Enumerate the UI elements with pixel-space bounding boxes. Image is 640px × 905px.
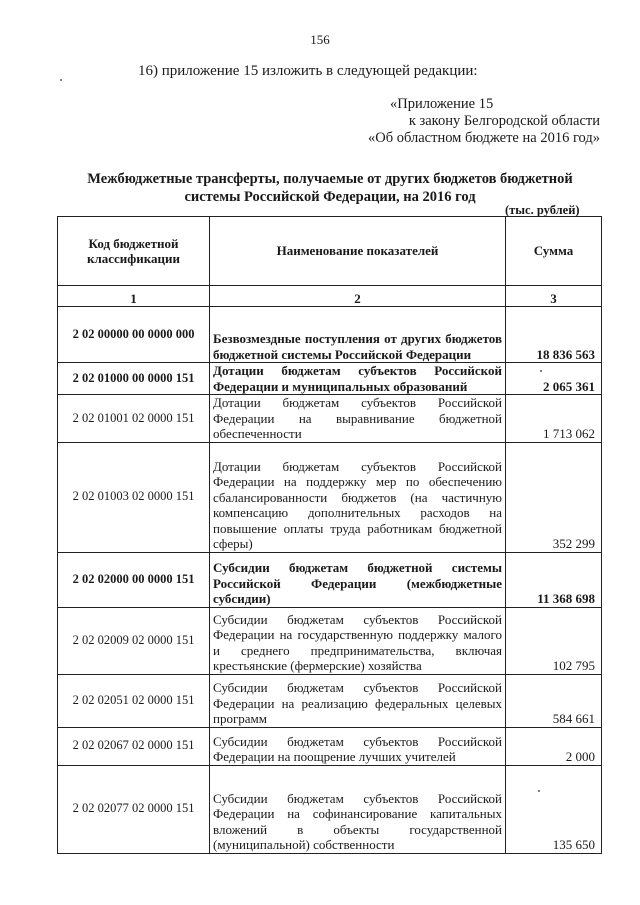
code-cell: 2 02 01003 02 0000 151 — [58, 442, 210, 552]
table-row — [58, 765, 602, 853]
name-cell: Субсидии бюджетам субъектов Российской Федерации на поощрение лучших учителей — [210, 727, 506, 765]
sum-cell: 352 299 — [506, 442, 602, 552]
name-cell: Субсидии бюджетам субъектов Российской Федерации на реализацию федеральных целевых программ — [210, 674, 506, 727]
column-number: 3 — [506, 286, 602, 307]
sum-cell: 18 836 563 — [506, 307, 602, 363]
title-line-2: системы Российской Федерации, на 2016 год — [184, 189, 476, 205]
appendix-line-2: к закону Белгородской области — [408, 113, 600, 129]
code-cell: 2 02 02009 02 0000 151 — [58, 607, 210, 674]
name-cell: Дотации бюджетам субъектов Российской Федерации на поддержку мер по обеспечению сбалансированности бюджетов (на частичную компенсацию дополнительных расходов на повышение оплаты труда работникам бюджетной сферы) — [210, 442, 506, 552]
table-row — [58, 727, 602, 765]
table-row — [58, 363, 602, 395]
sum-cell: 1 713 062 — [506, 395, 602, 443]
code-cell: 2 02 01000 00 0000 151 — [58, 363, 210, 395]
code-cell: 2 02 01001 02 0000 151 — [58, 395, 210, 443]
scan-speck — [540, 370, 542, 372]
sum-cell: 135 650 — [506, 765, 602, 853]
table-row — [58, 395, 602, 443]
name-cell: Субсидии бюджетам бюджетной системы Российской Федерации (межбюджетные субсидии) — [210, 552, 506, 607]
sum-cell: 584 661 — [506, 674, 602, 727]
column-number: 1 — [58, 286, 210, 307]
table-row — [58, 442, 602, 552]
header-sum: Сумма — [506, 217, 602, 286]
table-body — [58, 307, 602, 854]
code-cell: 2 02 02067 02 0000 151 — [58, 727, 210, 765]
name-cell: Субсидии бюджетам субъектов Российской Федерации на государственную поддержку малого и среднего предпринимательства, включая крестьянские (фермерские) хозяйства — [210, 607, 506, 674]
name-cell: Субсидии бюджетам субъектов Российской Федерации на софинансирование капитальных вложений в объекты государственной (муниципальной) собственности — [210, 765, 506, 853]
scan-speck — [60, 79, 62, 81]
page-number: 156 — [310, 32, 330, 47]
sum-cell: 2 000 — [506, 727, 602, 765]
table-row — [58, 552, 602, 607]
appendix-header — [300, 96, 600, 147]
table-row — [58, 607, 602, 674]
appendix-line-1: «Приложение 15 — [390, 96, 494, 112]
sum-cell: 2 065 361 — [506, 363, 602, 395]
name-cell: Дотации бюджетам субъектов Российской Федерации и муниципальных образований — [210, 363, 506, 395]
units-label: (тыс. рублей) — [505, 203, 580, 217]
name-cell: Дотации бюджетам субъектов Российской Федерации на выравнивание бюджетной обеспеченности — [210, 395, 506, 443]
sum-cell: 11 368 698 — [506, 552, 602, 607]
table-header-row — [58, 217, 602, 286]
code-cell: 2 02 00000 00 0000 000 — [58, 307, 210, 363]
code-cell: 2 02 02051 02 0000 151 — [58, 674, 210, 727]
document-title — [60, 170, 600, 206]
code-cell: 2 02 02000 00 0000 151 — [58, 552, 210, 607]
appendix-line-3: «Об областном бюджете на 2016 год» — [368, 130, 600, 146]
header-code: Код бюджетной классификации — [58, 217, 210, 286]
scan-speck — [538, 790, 540, 792]
column-number-row — [58, 286, 602, 307]
table-row — [58, 307, 602, 363]
title-line-1: Межбюджетные трансферты, получаемые от других бюджетов бюджетной — [87, 171, 573, 187]
intro-text: 16) приложение 15 изложить в следующей редакции: — [138, 63, 478, 79]
name-cell: Безвозмездные поступления от других бюджетов бюджетной системы Российской Федерации — [210, 307, 506, 363]
transfers-table — [57, 216, 602, 854]
code-cell: 2 02 02077 02 0000 151 — [58, 765, 210, 853]
sum-cell: 102 795 — [506, 607, 602, 674]
table-row — [58, 674, 602, 727]
header-name: Наименование показателей — [210, 217, 506, 286]
column-number: 2 — [210, 286, 506, 307]
